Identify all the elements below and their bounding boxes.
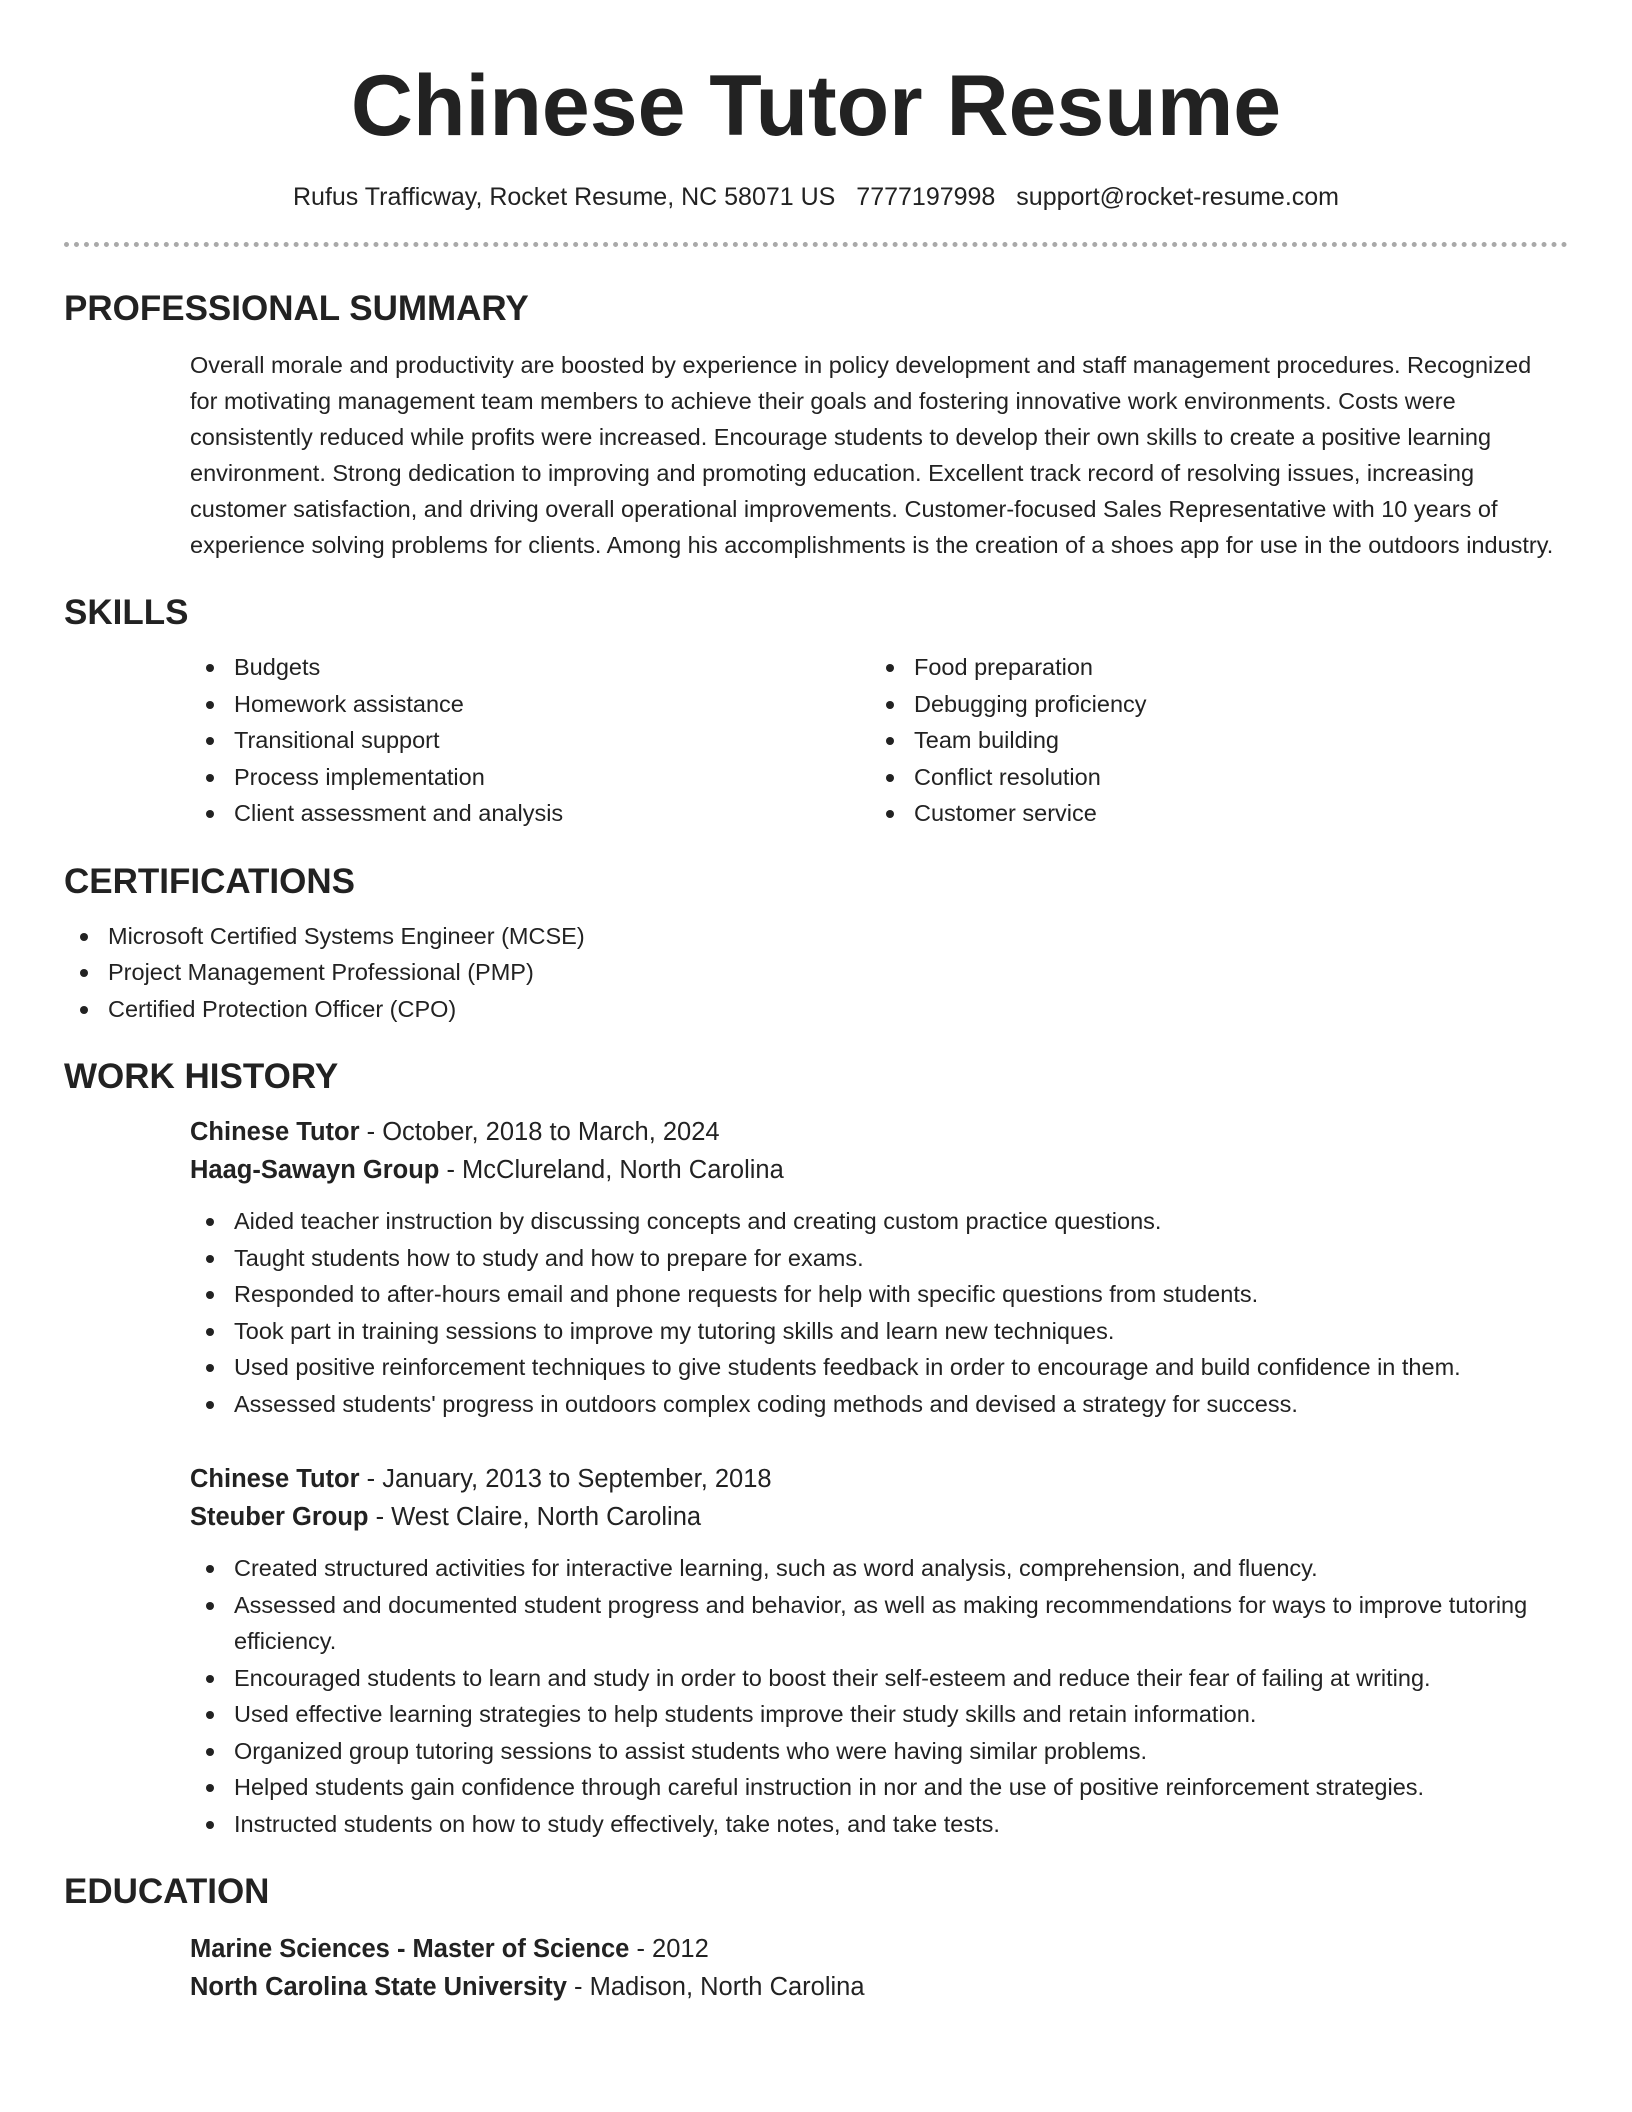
- certifications-heading: CERTIFICATIONS: [64, 861, 356, 901]
- job-entry: [64, 1460, 1568, 1842]
- education-degree-line: [190, 1930, 1568, 1968]
- job-title-line: [190, 1113, 1568, 1151]
- skill-item: Client assessment and analysis: [190, 795, 870, 832]
- skill-item: Food preparation: [870, 649, 1568, 686]
- job-duty: Took part in training sessions to improve my tutoring skills and learn new techniques.: [190, 1313, 1568, 1350]
- job-duty: Organized group tutoring sessions to assist students who were having similar problems.: [190, 1733, 1568, 1770]
- skill-item: Process implementation: [190, 759, 870, 796]
- skill-item: Conflict resolution: [870, 759, 1568, 796]
- job-duty: Created structured activities for interactive learning, such as word analysis, comprehension, and fluency.: [190, 1550, 1568, 1587]
- job-location: - McClureland, North Carolina: [439, 1156, 784, 1184]
- job-duty: Used effective learning strategies to help students improve their study skills and retain information.: [190, 1696, 1568, 1733]
- job-company: Haag-Sawayn Group: [190, 1156, 440, 1184]
- job-duties-list: [190, 1203, 1568, 1422]
- education-location: - Madison, North Carolina: [566, 1973, 865, 2001]
- education-year: - 2012: [629, 1935, 709, 1963]
- education-entry: [64, 1930, 1568, 2006]
- job-location: - West Claire, North Carolina: [368, 1503, 702, 1531]
- skill-item: Transitional support: [190, 722, 870, 759]
- job-duty: Used positive reinforcement techniques to give students feedback in order to encourage and build confidence in them.: [190, 1349, 1568, 1386]
- job-title-line: [190, 1460, 1568, 1498]
- job-company: Steuber Group: [190, 1503, 369, 1531]
- skill-item: Budgets: [190, 649, 870, 686]
- job-company-line: [190, 1498, 1568, 1536]
- summary-text: Overall morale and productivity are boosted by experience in policy development and staff management procedures. Recognized for motivating management team members to achieve their goals and fostering innovative work environments. Costs were consistently reduced while profits were increased. Encourage students to develop their own skills to create a positive learning environment. Strong dedication to improving and promoting education. Excellent track record of resolving issues, increasing customer satisfaction, and driving overall operational improvements. Customer-focused Sales Representative with 10 years of experience solving problems for clients. Among his accomplishments is the creation of a shoes app for use in the outdoors industry.: [190, 352, 1554, 558]
- skills-list-right: [870, 649, 1568, 832]
- header-divider: [64, 242, 1568, 247]
- job-title: Chinese Tutor: [190, 1465, 360, 1493]
- education-school: North Carolina State University: [190, 1973, 567, 2001]
- work-history-heading: WORK HISTORY: [64, 1057, 339, 1096]
- skills-heading: SKILLS: [64, 593, 189, 632]
- job-dates: - October, 2018 to March, 2024: [359, 1118, 720, 1146]
- work-history-section: [64, 1055, 1568, 1842]
- job-title: Chinese Tutor: [190, 1118, 360, 1146]
- skill-item: Customer service: [870, 795, 1568, 832]
- certification-item: Microsoft Certified Systems Engineer (MCSE): [64, 918, 1568, 955]
- skill-item: Team building: [870, 722, 1568, 759]
- job-duty: Instructed students on how to study effectively, take notes, and take tests.: [190, 1806, 1568, 1843]
- job-duty: Responded to after-hours email and phone requests for help with specific questions from students.: [190, 1276, 1568, 1313]
- resume-title: Chinese Tutor Resume: [350, 58, 1282, 154]
- skill-item: Homework assistance: [190, 686, 870, 723]
- skills-list-left: [190, 649, 870, 832]
- skill-item: Debugging proficiency: [870, 686, 1568, 723]
- job-entry: [64, 1113, 1568, 1422]
- contact-address: Rufus Trafficway, Rocket Resume, NC 58071 US: [292, 183, 836, 211]
- job-duty: Helped students gain confidence through careful instruction in nor and the use of positive reinforcement strategies.: [190, 1769, 1568, 1806]
- job-duty: Assessed students' progress in outdoors complex coding methods and devised a strategy for success.: [190, 1386, 1568, 1423]
- certifications-section: [64, 860, 1568, 1028]
- education-school-line: [190, 1968, 1568, 2006]
- summary-section: [64, 287, 1568, 563]
- job-duty: Encouraged students to learn and study in order to boost their self-esteem and reduce their fear of failing at writing.: [190, 1660, 1568, 1697]
- contact-line: [64, 180, 1568, 214]
- contact-email: support@rocket-resume.com: [1016, 183, 1340, 211]
- certification-item: Certified Protection Officer (CPO): [64, 991, 1568, 1028]
- job-dates: - January, 2013 to September, 2018: [359, 1465, 772, 1493]
- job-duty: Assessed and documented student progress and behavior, as well as making recommendations for ways to improve tutoring efficiency.: [190, 1587, 1568, 1660]
- education-heading: EDUCATION: [64, 1872, 270, 1911]
- job-duty: Aided teacher instruction by discussing concepts and creating custom practice questions.: [190, 1203, 1568, 1240]
- education-section: [64, 1870, 1568, 2006]
- certification-item: Project Management Professional (PMP): [64, 954, 1568, 991]
- skills-grid: [64, 635, 1568, 832]
- skills-section: [64, 591, 1568, 832]
- job-duty: Taught students how to study and how to prepare for exams.: [190, 1240, 1568, 1277]
- summary-heading: PROFESSIONAL SUMMARY: [64, 289, 529, 328]
- education-degree: Marine Sciences - Master of Science: [190, 1935, 630, 1963]
- job-company-line: [190, 1151, 1568, 1189]
- contact-phone: 7777197998: [856, 183, 996, 211]
- job-duties-list: [190, 1550, 1568, 1842]
- certifications-list: [64, 918, 1568, 1028]
